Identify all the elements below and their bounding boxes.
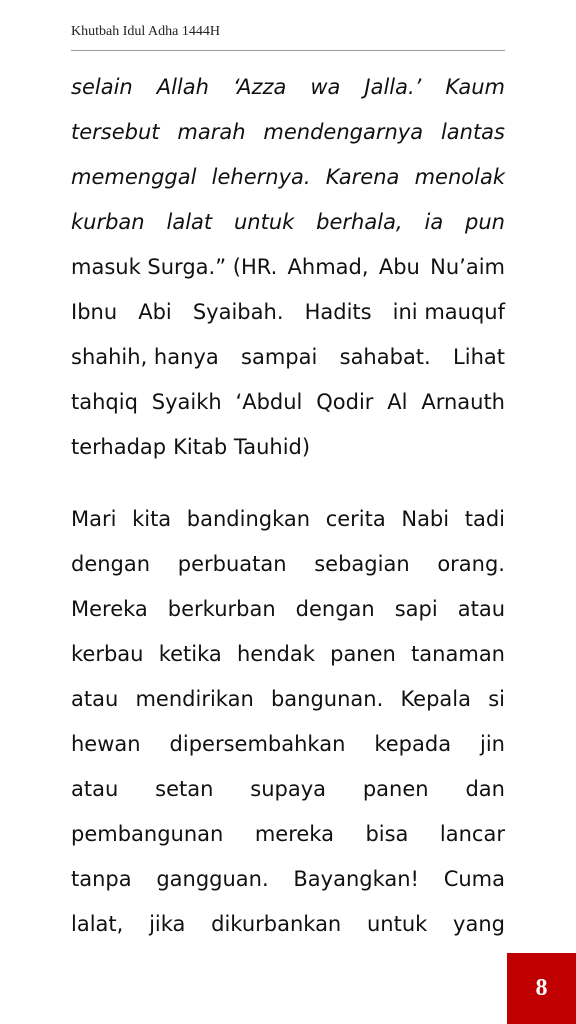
word: dipersembahkan: [169, 732, 346, 756]
word: Arnauth: [421, 390, 505, 414]
word: memenggal: [71, 165, 197, 189]
word: Nabi: [401, 507, 450, 531]
text-line: [71, 859, 505, 899]
word: tadi: [464, 507, 505, 531]
text-line: [71, 202, 505, 242]
word: dengan: [295, 597, 375, 621]
word: sapi: [394, 597, 438, 621]
text-line: [71, 112, 505, 152]
word: Bayangkan!: [293, 867, 419, 891]
word: tersebut: [71, 120, 160, 144]
text-line: [71, 499, 505, 539]
text-line: [71, 589, 505, 629]
word: Ahmad,: [287, 255, 369, 279]
word: bangunan.: [270, 687, 384, 711]
word: Qodir: [316, 390, 374, 414]
word: Abu: [378, 255, 420, 279]
running-header: Khutbah Idul Adha 1444H: [71, 24, 220, 39]
word: Mari: [71, 507, 117, 531]
word: ketika: [158, 642, 222, 666]
word: .” (HR.: [208, 255, 278, 279]
word: terhadap: [71, 435, 167, 459]
text-line: [71, 292, 505, 332]
word: mauquf: [424, 300, 505, 324]
word: Kepala: [400, 687, 471, 711]
word: lantas: [440, 120, 505, 144]
word: lalat,: [71, 912, 124, 936]
word: tahqiq: [71, 390, 138, 414]
word: hendak: [236, 642, 315, 666]
word: Lihat: [453, 345, 505, 369]
word-group: [173, 427, 310, 467]
word: kurban: [71, 210, 145, 234]
word: ini: [392, 300, 418, 324]
word: untuk: [366, 912, 428, 936]
word: Jalla.’: [364, 75, 422, 99]
word: mereka: [254, 822, 334, 846]
word: Karena: [325, 165, 400, 189]
word: ): [301, 435, 311, 459]
word: lalat: [166, 210, 213, 234]
word: orang.: [437, 552, 505, 576]
word: yang: [453, 912, 505, 936]
word: bisa: [365, 822, 409, 846]
word: kerbau: [71, 642, 144, 666]
word: Syaibah.: [192, 300, 284, 324]
word: dengan: [71, 552, 151, 576]
word: Ibnu: [71, 300, 118, 324]
word: sampai: [241, 345, 318, 369]
text-line: [71, 634, 505, 674]
text-line: [71, 382, 505, 422]
text-line: [71, 904, 505, 944]
word: perbuatan: [177, 552, 287, 576]
word: pembangunan: [71, 822, 224, 846]
page-number-badge: [507, 953, 576, 1024]
page-number: 8: [535, 975, 548, 1001]
word: Cuma: [443, 867, 505, 891]
text-line: [71, 337, 505, 377]
text-line: [71, 814, 505, 854]
word: pun: [465, 210, 505, 234]
word: mendirikan: [135, 687, 254, 711]
word: atau: [457, 597, 505, 621]
word: ‘Abdul: [235, 390, 303, 414]
word: ‘Azza: [232, 75, 287, 99]
word: gangguan.: [156, 867, 269, 891]
word: wa: [310, 75, 341, 99]
word: mendengarnya: [263, 120, 424, 144]
word-group: [71, 247, 277, 287]
word: atau: [71, 777, 119, 801]
word-group: [393, 292, 505, 332]
word: berkurban: [167, 597, 276, 621]
word: sahabat.: [339, 345, 431, 369]
word: jin: [480, 732, 505, 756]
word: hewan: [71, 732, 141, 756]
word: Al: [387, 390, 408, 414]
text-line: [71, 769, 505, 809]
text-line: [71, 544, 505, 584]
word: kita: [132, 507, 172, 531]
word: si: [488, 687, 505, 711]
word: ia: [424, 210, 444, 234]
word: , hanya: [140, 345, 219, 369]
word: Kitab Tauhid: [173, 435, 302, 459]
word: shahih: [71, 345, 141, 369]
text-line: [71, 679, 505, 719]
word: jika: [149, 912, 186, 936]
word: Hadits: [304, 300, 372, 324]
word: menolak: [414, 165, 505, 189]
word: tanpa: [71, 867, 132, 891]
word: dikurbankan: [211, 912, 342, 936]
text-line: [71, 427, 505, 467]
text-line: [71, 157, 505, 197]
word: kepada: [374, 732, 452, 756]
word: dan: [465, 777, 505, 801]
word: Allah: [156, 75, 209, 99]
word: lancar: [439, 822, 505, 846]
word: panen: [362, 777, 429, 801]
word: tanaman: [411, 642, 505, 666]
text-line: [71, 247, 505, 287]
word: marah: [177, 120, 246, 144]
word-group: [71, 337, 219, 377]
header-divider: [71, 50, 505, 51]
word: Syaikh: [151, 390, 222, 414]
word: Abi: [138, 300, 172, 324]
word: Mereka: [71, 597, 148, 621]
word: atau: [71, 687, 119, 711]
word: Kaum: [445, 75, 505, 99]
word: berhala,: [316, 210, 403, 234]
word: cerita: [325, 507, 386, 531]
word: sebagian: [314, 552, 410, 576]
word: Nu’aim: [430, 255, 505, 279]
word: untuk: [233, 210, 295, 234]
word: bandingkan: [186, 507, 311, 531]
text-line: [71, 724, 505, 764]
word: panen: [330, 642, 396, 666]
word: setan: [155, 777, 214, 801]
text-line: [71, 67, 505, 107]
word: lehernya.: [211, 165, 311, 189]
word: supaya: [250, 777, 326, 801]
word: selain: [71, 75, 133, 99]
word: masuk Surga: [71, 255, 209, 279]
